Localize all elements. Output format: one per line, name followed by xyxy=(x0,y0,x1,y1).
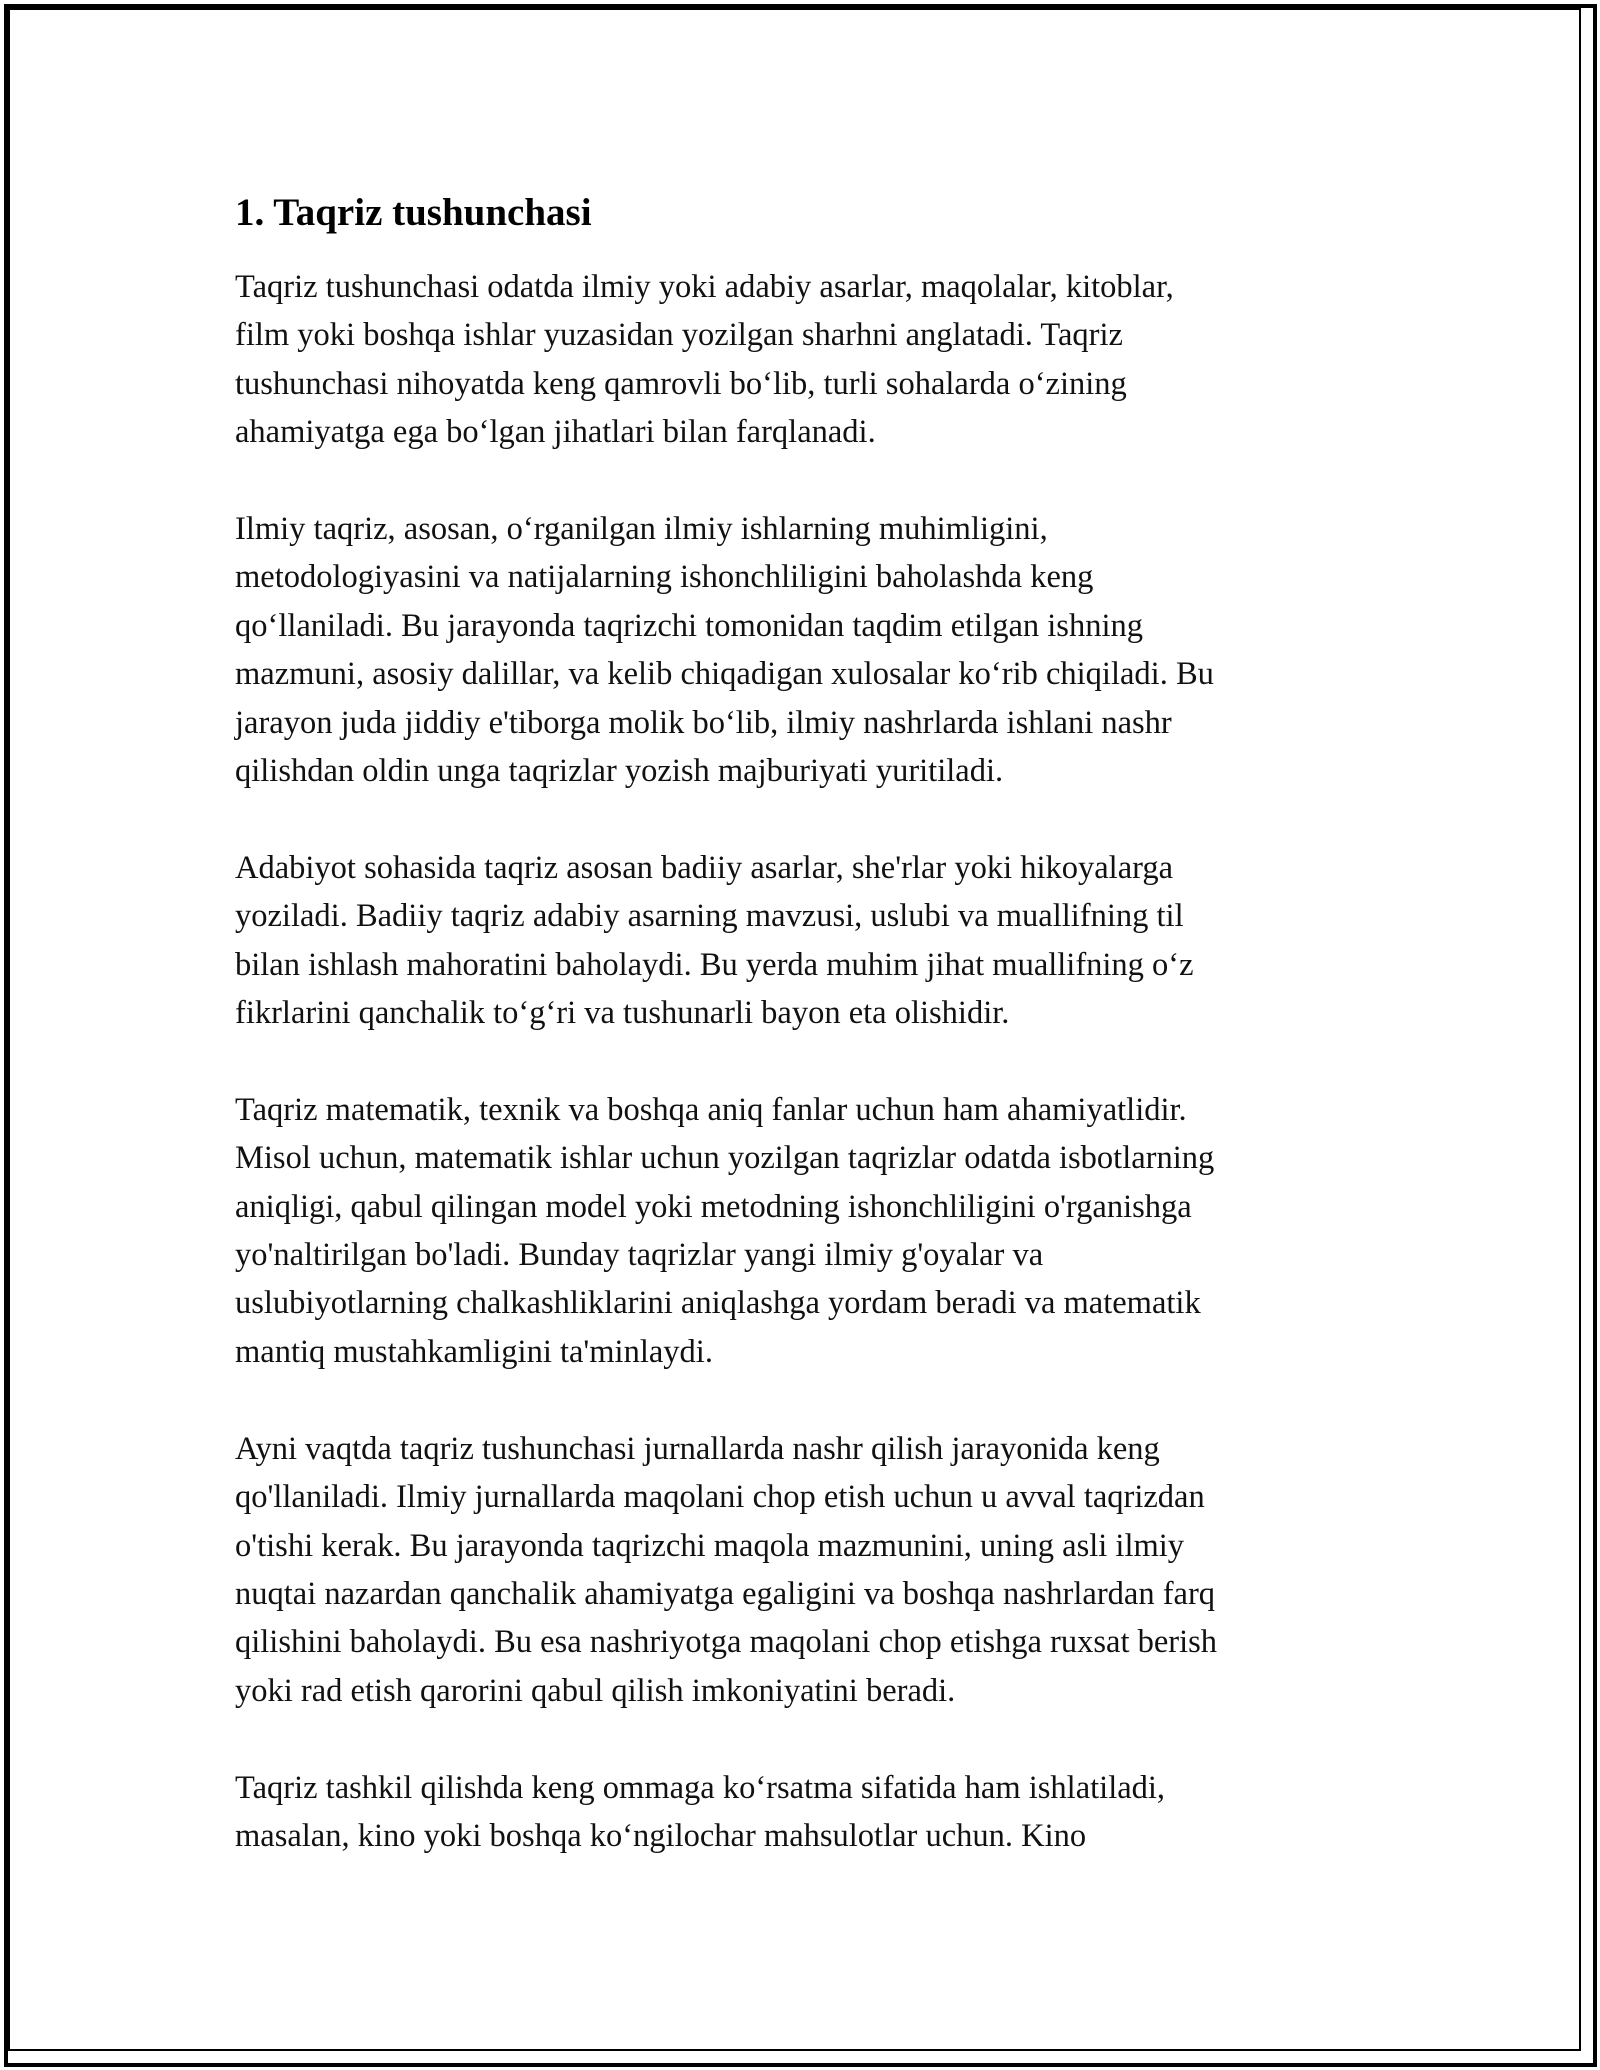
text-line: qo‘llaniladi. Bu jarayonda taqrizchi tomonidan taqdim etilgan ishning xyxy=(235,607,1143,644)
text-line: tushunchasi nihoyatda keng qamrovli bo‘lib, turli sohalarda o‘zining xyxy=(235,365,1127,402)
text-line: qilishdan oldin unga taqrizlar yozish majburiyati yuritiladi. xyxy=(235,753,1004,790)
text-line: ahamiyatga ega bo‘lgan jihatlari bilan farqlanadi. xyxy=(235,414,876,451)
paragraph-4 xyxy=(235,1086,1355,1376)
text-line: masalan, kino yoki boshqa ko‘ngilochar mahsulotlar uchun. Kino xyxy=(235,1817,1087,1854)
text-line: Taqriz tashkil qilishda keng ommaga ko‘rsatma sifatida ham ishlatiladi, xyxy=(235,1769,1166,1806)
text-line: nuqtai nazardan qanchalik ahamiyatga egaligini va boshqa nashrlardan farq xyxy=(235,1575,1216,1612)
text-line: fikrlarini qanchalik to‘g‘ri va tushunarli bayon eta olishidir. xyxy=(235,995,1010,1032)
paragraph-3 xyxy=(235,844,1355,1038)
text-line: Adabiyot sohasida taqriz asosan badiiy asarlar, she'rlar yoki hikoyalarga xyxy=(235,849,1174,886)
paragraph-6 xyxy=(235,1764,1355,1861)
text-line: uslubiyotlarning chalkashliklarini aniqlashga yordam beradi va matematik xyxy=(235,1285,1201,1322)
text-line: qo'llaniladi. Ilmiy jurnallarda maqolani chop etish uchun u avval taqrizdan xyxy=(235,1479,1205,1516)
text-line: o'tishi kerak. Bu jarayonda taqrizchi maqola mazmunini, uning asli ilmiy xyxy=(235,1527,1185,1564)
text-line: qilishini baholaydi. Bu esa nashriyotga maqolani chop etishga ruxsat berish xyxy=(235,1624,1218,1661)
text-line: mazmuni, asosiy dalillar, va kelib chiqadigan xulosalar ko‘rib chiqiladi. Bu xyxy=(235,656,1214,693)
text-line: yoziladi. Badiiy taqriz adabiy asarning mavzusi, uslubi va muallifning til xyxy=(235,898,1184,935)
text-line: Misol uchun, matematik ishlar uchun yozilgan taqrizlar odatda isbotlarning xyxy=(235,1140,1215,1177)
text-line: yoki rad etish qarorini qabul qilish imkoniyatini beradi. xyxy=(235,1672,956,1709)
document-body xyxy=(235,185,1355,1909)
text-line: jarayon juda jiddiy e'tiborga molik bo‘lib, ilmiy nashrlarda ishlani nashr xyxy=(235,704,1172,741)
text-line: film yoki boshqa ishlar yuzasidan yozilgan sharhni anglatadi. Taqriz xyxy=(235,317,1123,354)
section-heading: 1. Taqriz tushunchasi xyxy=(235,191,592,234)
text-line: mantiq mustahkamligini ta'minlaydi. xyxy=(235,1333,713,1370)
text-line: Ayni vaqtda taqriz tushunchasi jurnallarda nashr qilish jarayonida keng xyxy=(235,1430,1160,1467)
paragraph-5 xyxy=(235,1425,1355,1715)
text-line: Taqriz tushunchasi odatda ilmiy yoki adabiy asarlar, maqolalar, kitoblar, xyxy=(235,269,1174,305)
text-line: Ilmiy taqriz, asosan, o‘rganilgan ilmiy ishlarning muhimligini, xyxy=(235,511,1048,548)
text-line: metodologiyasini va natijalarning ishonchliligini baholashda keng xyxy=(235,559,1094,596)
text-line: aniqligi, qabul qilingan model yoki metodning ishonchliligini o'rganishga xyxy=(235,1188,1192,1225)
text-line: Taqriz matematik, texnik va boshqa aniq fanlar uchun ham ahamiyatlidir. xyxy=(235,1091,1187,1128)
paragraph-1 xyxy=(235,263,1355,457)
text-line: bilan ishlash mahoratini baholaydi. Bu yerda muhim jihat muallifning o‘z xyxy=(235,946,1194,983)
paragraph-2 xyxy=(235,505,1355,795)
text-line: yo'naltirilgan bo'ladi. Bunday taqrizlar yangi ilmiy g'oyalar va xyxy=(235,1237,1044,1274)
